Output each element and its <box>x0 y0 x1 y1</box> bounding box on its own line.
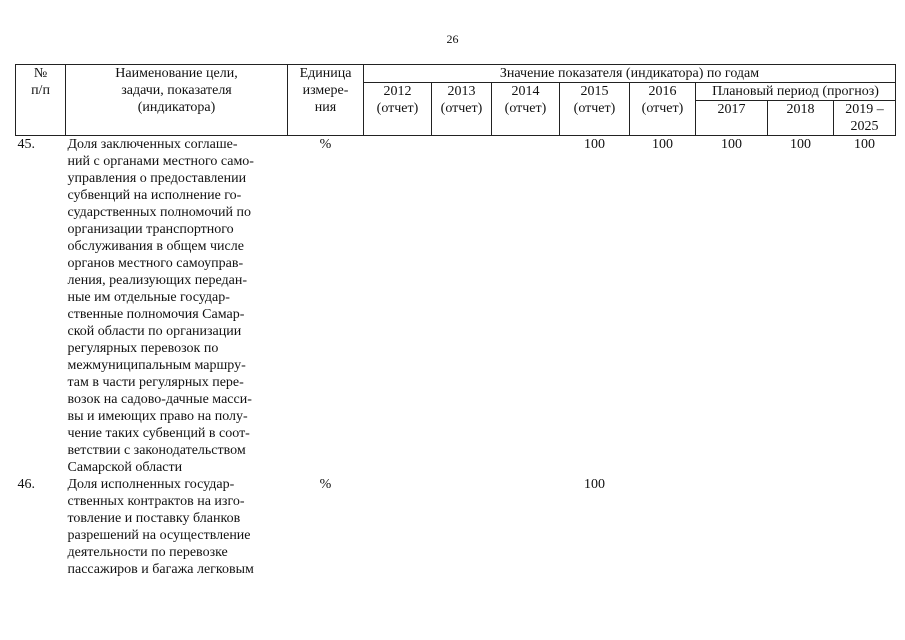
indicators-table <box>15 64 896 578</box>
row-value-2016: 100 <box>652 137 673 152</box>
row-unit: % <box>319 477 332 492</box>
row-name-line: ветствии с законодательством <box>67 443 246 458</box>
header-row-1 <box>16 65 896 83</box>
table-row <box>16 136 896 477</box>
header-unit-line: измере- <box>302 83 349 98</box>
year-label: 2012 <box>383 84 412 99</box>
row-value-2015: 100 <box>584 137 605 152</box>
row-name-line: возок на садово-дачные масси- <box>67 392 252 407</box>
header-num-line: п/п <box>31 83 50 98</box>
header-name-line: Наименование цели, <box>115 66 238 81</box>
year-note: (отчет) <box>573 101 616 116</box>
row-value-2015: 100 <box>584 477 605 492</box>
row-value-2019-2025: 100 <box>854 137 875 152</box>
row-name-line: Доля исполненных государ- <box>67 477 235 492</box>
header-plan-group: Плановый период (прогноз) <box>696 83 896 101</box>
row-value-2016 <box>630 476 696 578</box>
year-note: (отчет) <box>641 101 684 116</box>
row-value-2018 <box>768 476 834 578</box>
row-num: 45. <box>17 137 35 152</box>
header-name <box>66 65 288 136</box>
row-value-2013 <box>432 476 492 578</box>
row-value-2012 <box>364 476 432 578</box>
row-name-line: разрешений на осуществление <box>67 528 251 543</box>
header-name-line: задачи, показателя <box>121 83 232 98</box>
header-num <box>16 65 66 136</box>
header-year-2012 <box>364 83 432 136</box>
row-name-line: товление и поставку бланков <box>67 511 241 526</box>
row-name-line: органов местного самоуправ- <box>67 256 244 271</box>
row-name-line: управления о предоставлении <box>67 171 247 186</box>
header-year-2015 <box>560 83 630 136</box>
year-label: 2015 <box>580 84 609 99</box>
row-value-2014 <box>492 136 560 477</box>
row-value-2014 <box>492 476 560 578</box>
row-name-line: межмуниципальным маршру- <box>67 358 246 373</box>
row-name <box>66 476 288 578</box>
row-num: 46. <box>17 477 35 492</box>
header-num-line: № <box>33 66 48 81</box>
header-year-2016 <box>630 83 696 136</box>
row-value-2019-2025 <box>834 476 896 578</box>
row-name <box>66 136 288 477</box>
row-name-line: ственных контрактов на изго- <box>67 494 245 509</box>
row-value-2012 <box>364 136 432 477</box>
row-value-2017 <box>696 476 768 578</box>
header-plan-2018: 2018 <box>768 101 834 136</box>
header-year-2013 <box>432 83 492 136</box>
row-name-line: регулярных перевозок по <box>67 341 219 356</box>
year-label: 2013 <box>447 84 476 99</box>
header-plan-2019-2025: 2019 – 2025 <box>834 101 896 136</box>
header-unit <box>288 65 364 136</box>
row-value-2013 <box>432 136 492 477</box>
row-name-line: чение таких субвенций в соот- <box>67 426 250 441</box>
page-number: 26 <box>446 32 459 46</box>
header-values-group: Значение показателя (индикатора) по годам <box>364 65 896 83</box>
header-plan-2017: 2017 <box>696 101 768 136</box>
header-name-line: (индикатора) <box>137 100 216 115</box>
row-name-line: Доля заключенных соглаше- <box>67 137 238 152</box>
row-name-line: обслуживания в общем числе <box>67 239 244 254</box>
table-row <box>16 476 896 578</box>
row-name-line: там в части регулярных пере- <box>67 375 244 390</box>
year-label: 2016 <box>648 84 677 99</box>
row-name-line: сударственных полномочий по <box>67 205 251 220</box>
header-year-2014 <box>492 83 560 136</box>
year-note: (отчет) <box>504 101 547 116</box>
row-name-line: субвенций на исполнение го- <box>67 188 242 203</box>
year-note: (отчет) <box>440 101 483 116</box>
row-value-2018: 100 <box>790 137 811 152</box>
row-unit: % <box>319 137 332 152</box>
row-name-line: ний с органами местного само- <box>67 154 254 169</box>
year-note: (отчет) <box>376 101 419 116</box>
row-name-line: Самарской области <box>67 460 183 475</box>
row-name-line: деятельности по перевозке <box>67 545 228 560</box>
row-name-line: ской области по организации <box>67 324 242 339</box>
row-name-line: пассажиров и багажа легковым <box>67 562 254 577</box>
row-name-line: вы и имеющих право на полу- <box>67 409 248 424</box>
row-name-line: ные им отдельные государ- <box>67 290 230 305</box>
header-unit-line: ния <box>314 100 337 115</box>
row-name-line: организации транспортного <box>67 222 234 237</box>
row-name-line: ственные полномочия Самар- <box>67 307 245 322</box>
row-value-2017: 100 <box>721 137 742 152</box>
year-label: 2014 <box>511 84 540 99</box>
row-name-line: ления, реализующих передан- <box>67 273 248 288</box>
header-unit-line: Единица <box>299 66 352 81</box>
